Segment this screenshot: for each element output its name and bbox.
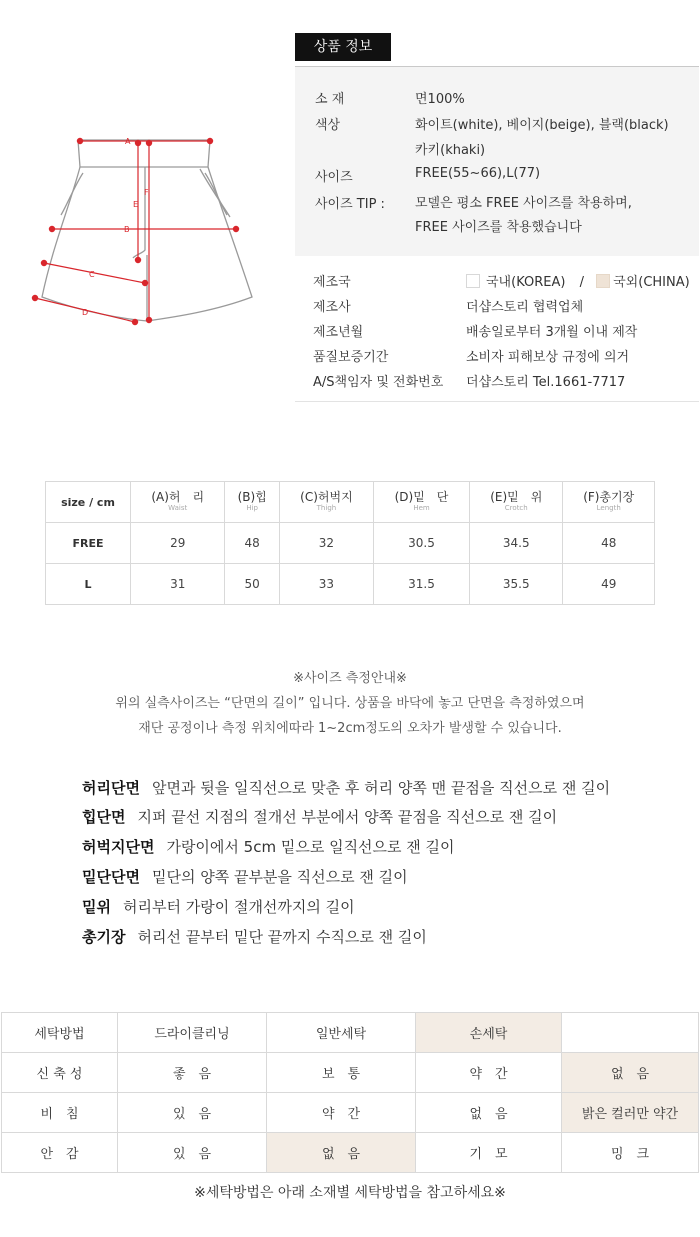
maker-value: 더샵스토리 협력업체 <box>466 300 584 315</box>
definition-term: 밑단단면 <box>82 868 140 886</box>
size-cell: 49 <box>563 564 655 605</box>
wash-cell: 기 모 <box>416 1133 562 1173</box>
wash-cell: 신 축 성 <box>2 1053 118 1093</box>
definition-term: 밑위 <box>82 898 111 916</box>
label-f: F <box>144 188 149 197</box>
wash-cell: 세탁방법 <box>2 1013 118 1053</box>
wash-cell: 비 침 <box>2 1093 118 1133</box>
as-contact-value: 더샵스토리 Tel.1661-7717 <box>466 375 626 390</box>
label-e: E <box>133 200 139 209</box>
definition-waist <box>82 777 610 798</box>
wash-cell-selected: 손세탁 <box>416 1013 562 1053</box>
header-main: (A)허 리 <box>151 490 205 504</box>
size-tip-label: 사이즈 TIP : <box>315 197 385 212</box>
origin-options <box>466 271 690 290</box>
origin-label: 제조국 <box>313 275 351 290</box>
made-date-value: 배송일로부터 3개월 이내 제작 <box>466 325 638 340</box>
definition-desc: 가랑이에서 5cm 밑으로 일직선으로 잰 길이 <box>166 838 455 856</box>
shorts-size-diagram <box>25 125 265 335</box>
header-sub: Hem <box>413 504 430 512</box>
wash-table <box>1 1012 699 1173</box>
color-value-2: 카키(khaki) <box>415 143 486 158</box>
header-sub: Thigh <box>316 504 337 512</box>
origin-korea-label: 국내(KOREA) <box>486 275 566 290</box>
size-tip-value: 모델은 평소 FREE 사이즈를 착용하며, <box>415 196 632 211</box>
wash-cell: 드라이클리닝 <box>118 1013 267 1053</box>
size-label: 사이즈 <box>315 170 353 185</box>
color-value: 화이트(white), 베이지(beige), 블랙(black) <box>415 118 669 133</box>
definition-term: 총기장 <box>82 928 126 946</box>
header-sub: Crotch <box>504 504 528 512</box>
origin-separator: / <box>579 275 584 290</box>
wash-row-stretch <box>2 1053 699 1093</box>
wash-cell: 없 음 <box>416 1093 562 1133</box>
definition-desc: 지퍼 끝선 지점의 절개선 부분에서 양쪽 끝점을 직선으로 잰 길이 <box>137 808 558 826</box>
header-sub: Waist <box>168 504 188 512</box>
header-sub: Hip <box>246 504 258 512</box>
size-header-length <box>563 482 655 523</box>
size-header-hip <box>225 482 280 523</box>
wash-row-seethrough <box>2 1093 699 1133</box>
wash-cell: 안 감 <box>2 1133 118 1173</box>
product-info-tab: 상품 정보 <box>295 33 391 61</box>
definition-desc: 앞면과 뒷을 일직선으로 맞춘 후 허리 양쪽 맨 끝점을 직선으로 잰 길이 <box>151 779 611 797</box>
warranty-value: 소비자 피해보상 규정에 의거 <box>466 350 630 365</box>
wash-cell: 있 음 <box>118 1133 267 1173</box>
material-label: 소 재 <box>315 92 345 107</box>
size-cell: 35.5 <box>470 564 563 605</box>
definition-term: 허리단면 <box>82 779 140 797</box>
size-row-name: L <box>46 564 131 605</box>
color-label: 색상 <box>315 118 341 133</box>
size-row-l <box>46 564 655 605</box>
wash-row-lining <box>2 1133 699 1173</box>
definition-hem <box>82 866 408 887</box>
size-cell: 32 <box>279 523 373 564</box>
origin-china-checkbox <box>596 274 610 288</box>
size-cell: 31.5 <box>373 564 469 605</box>
wash-row-method <box>2 1013 699 1053</box>
size-cell: 33 <box>279 564 373 605</box>
label-b: B <box>124 225 130 234</box>
definition-desc: 허리부터 가랑이 절개선까지의 길이 <box>122 898 355 916</box>
header-sub: Length <box>596 504 621 512</box>
origin-korea-checkbox <box>466 274 480 288</box>
wash-cell <box>562 1013 699 1053</box>
wash-cell-selected: 밝은 컬러만 약간 <box>562 1093 699 1133</box>
wash-cell: 있 음 <box>118 1093 267 1133</box>
wash-cell: 밍 크 <box>562 1133 699 1173</box>
size-guide-line1: 위의 실측사이즈는 “단면의 길이” 입니다. 상품을 바닥에 놓고 단면을 측정하였으며 <box>115 696 585 711</box>
made-date-label: 제조년월 <box>313 325 364 340</box>
definition-hip <box>82 806 557 827</box>
size-row-free <box>46 523 655 564</box>
maker-label: 제조사 <box>313 300 351 315</box>
size-row-name: FREE <box>46 523 131 564</box>
size-cell: 31 <box>131 564 225 605</box>
definition-term: 힙단면 <box>82 808 126 826</box>
size-cell: 48 <box>563 523 655 564</box>
size-guide-line2: 재단 공정이나 측정 위치에따라 1~2cm정도의 오차가 발생할 수 있습니다. <box>138 721 562 736</box>
size-header-hem <box>373 482 469 523</box>
size-cell: 34.5 <box>470 523 563 564</box>
label-c: C <box>89 270 95 279</box>
size-header-waist <box>131 482 225 523</box>
wash-cell: 보 통 <box>267 1053 416 1093</box>
definition-desc: 허리선 끝부터 밑단 끝까지 수직으로 잰 길이 <box>137 928 427 946</box>
wash-cell: 약 간 <box>416 1053 562 1093</box>
definition-desc: 밑단의 양쪽 끝부분을 직선으로 잰 길이 <box>151 868 408 886</box>
definition-thigh <box>82 836 455 857</box>
size-guide-title: ※사이즈 측정안내※ <box>293 671 407 686</box>
size-cell: 30.5 <box>373 523 469 564</box>
header-main: (B)힙 <box>237 490 267 504</box>
size-cell: 29 <box>131 523 225 564</box>
warranty-label: 품질보증기간 <box>313 350 389 365</box>
wash-cell: 약 간 <box>267 1093 416 1133</box>
wash-cell: 일반세탁 <box>267 1013 416 1053</box>
size-value: FREE(55~66),L(77) <box>415 166 541 181</box>
header-main: (F)총기장 <box>583 490 635 504</box>
definition-crotch <box>82 896 355 917</box>
origin-china-label: 국외(CHINA) <box>613 275 690 290</box>
size-tip-value-2: FREE 사이즈를 착용했습니다 <box>415 220 582 235</box>
material-value: 면100% <box>415 92 465 107</box>
label-d: D <box>82 308 89 317</box>
size-header-crotch <box>470 482 563 523</box>
label-a: A <box>125 137 131 146</box>
size-cell: 48 <box>225 523 280 564</box>
header-main: (C)허벅지 <box>300 490 353 504</box>
wash-cell-selected: 없 음 <box>562 1053 699 1093</box>
size-table-corner: size / cm <box>46 482 131 523</box>
size-table-header-row <box>46 482 655 523</box>
definition-length <box>82 926 427 947</box>
header-main: (E)밑 위 <box>490 490 543 504</box>
definition-term: 허벅지단면 <box>82 838 155 856</box>
wash-cell-selected: 없 음 <box>267 1133 416 1173</box>
wash-cell: 좋 음 <box>118 1053 267 1093</box>
wash-footnote: ※세탁방법은 아래 소재별 세탁방법을 참고하세요※ <box>194 1185 506 1201</box>
as-contact-label: A/S책임자 및 전화번호 <box>313 375 444 390</box>
size-cell: 50 <box>225 564 280 605</box>
size-header-thigh <box>279 482 373 523</box>
size-table <box>45 481 655 605</box>
header-main: (D)밑 단 <box>394 490 449 504</box>
